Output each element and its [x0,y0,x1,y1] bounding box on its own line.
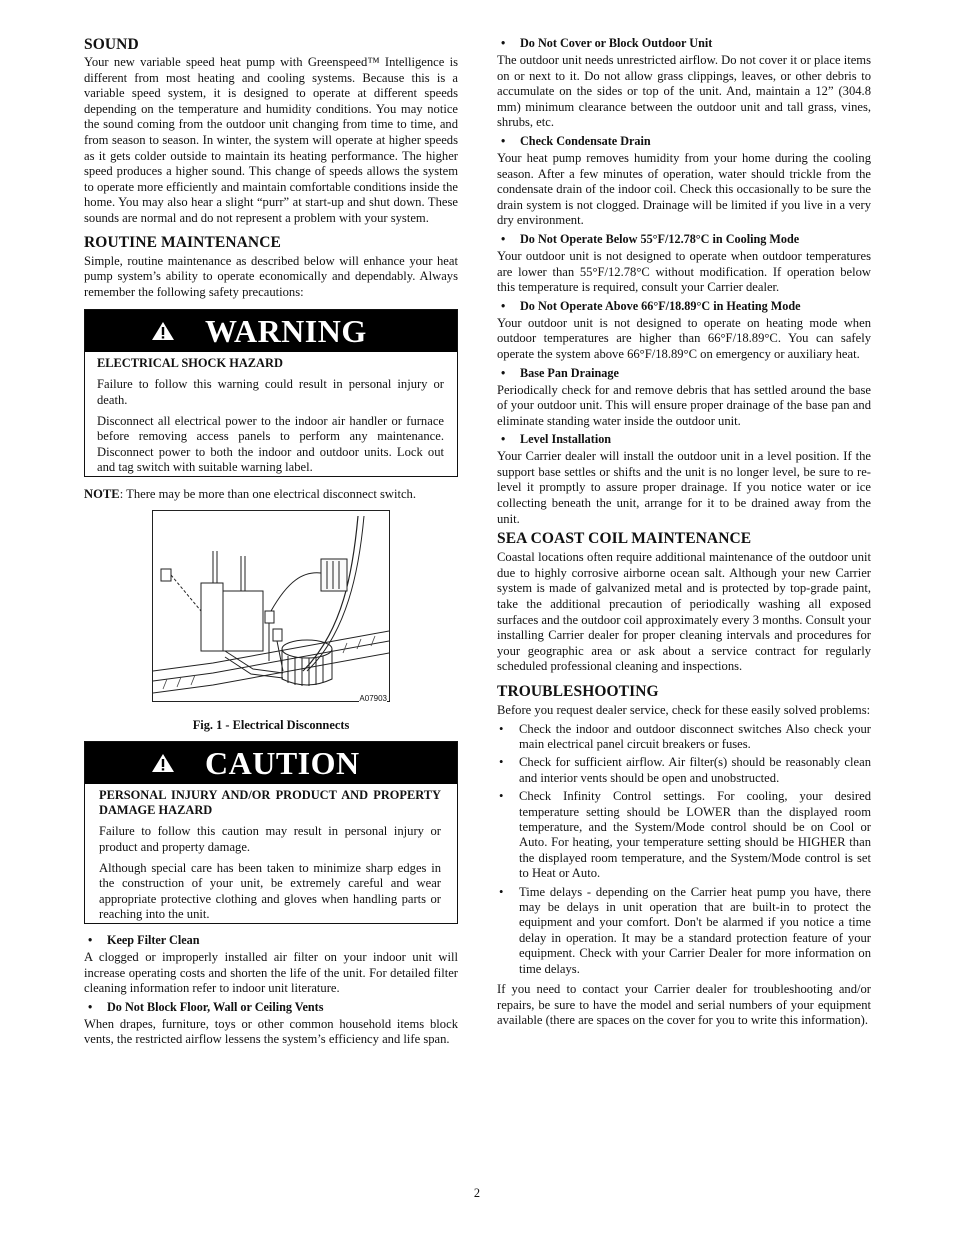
page-number: 2 [473,1186,481,1200]
keep-filter-clean-body: A clogged or improperly installed air filter on your indoor unit will increase operating costs and shorten the life of the unit. For detailed filter cleaning information refer to indoor unit literature. [84,950,458,996]
caution-hazard: PERSONAL INJURY AND/OR PRODUCT AND PROPERTY DAMAGE HAZARD [99,788,441,818]
note-label: NOTE [84,486,120,501]
bullet-icon: • [88,999,93,1014]
bullet-icon: • [501,432,506,447]
sea-coast-body: Coastal locations often require additional maintenance of the outdoor unit due to highly corrosive airborne ocean salt. Although your new Carrier system is made of galvanized metal and is protected by top-grade paint, take the additional precaution of periodically washing all exposed surfaces and the outdoor coil approximately every 3 months. Consult your installing Carrier dealer for proper cleaning intervals and procedures for your geographic area or ask about a service contract for regularly scheduled professional cleaning and inspections. [497,550,871,674]
bullet-icon: • [88,933,93,948]
caution-p1: Failure to follow this caution may result in personal injury or product and property damage. [99,824,441,855]
list-item: • Time delays - depending on the Carrier heat pump you have, there may be delays in unit operation that are built-in to protect the equipment and your comfort. Don't be alarmed if you notice a time delay in operation. It may be a standard protection feature of your equipment. Check with your Carrier Dealer for more information on time delays. [499,884,871,976]
bullet-icon: • [501,298,506,313]
bullet-icon: • [499,789,504,804]
sea-coast-heading: SEA COAST COIL MAINTENANCE [497,530,752,548]
electrical-disconnects-figure [152,510,390,702]
caution-box [84,741,458,924]
list-item: • Check the indoor and outdoor disconnect switches Also check your main electrical panel circuit breakers or fuses. [499,721,871,751]
bullet-icon: • [499,884,504,899]
caution-p2: Although special care has been taken to minimize sharp edges in the construction of your unit, be extremely careful and wear appropriate protective clothing and gloves when handling parts or reaching into the unit. [99,860,441,922]
base-pan-heading: • Base Pan Drainage [501,365,619,380]
note [84,487,458,503]
caution-banner [85,742,457,784]
warning-p2: Disconnect all electrical power to the indoor air handler or furnace before removing access panels to perform any maintenance. Disconnect power to both the indoor and outdoor units. Lock out and tag switch with suitable warning label. [97,413,444,475]
list-item: • Check for sufficient airflow. Air filter(s) should be reasonably clean and interior vents should be open and unobstructed. [499,755,871,785]
list-item: • Check Infinity Control settings. For cooling, your desired temperature setting should be LOWER than the displayed room temperature, and the System/Mode control should be on Cool or Auto. For heating, your temperature setting should be HIGHER than the displayed room temperature, and the System/Mode control is set to Heat or Auto. [499,789,871,881]
troubleshooting-heading: TROUBLESHOOTING [497,683,659,700]
bullet-icon: • [499,755,504,770]
warning-p1: Failure to follow this warning could result in personal injury or death. [97,377,444,407]
left-column [84,36,458,1048]
note-text: : There may be more than one electrical disconnect switch. [119,486,417,501]
condensate-drain-body: Your heat pump removes humidity from your home during the cooling season. After a few minutes of operation, water should trickle from the condensate drain of the indoor coil. Check this occasionally to be sure the drain system is not clogged. Drainage will be limited if you live in a very dry environment. [497,150,871,228]
base-pan-body: Periodically check for and remove debris that has settled around the base of your outdoor unit. This will ensure proper drainage of the base pan and eliminate standing water inside the outdoor unit. [497,382,871,428]
warning-triangle-icon [151,321,175,341]
right-column [497,36,871,1029]
bullet-icon: • [501,36,506,50]
routine-maintenance-heading: ROUTINE MAINTENANCE [84,233,281,251]
routine-maintenance-body: Simple, routine maintenance as described below will enhance your heat pump system’s ability to operate economically and dependably. Always remember the following safety precautions: [84,253,458,299]
heating-mode-heading: • Do Not Operate Above 66°F/18.89°C in Heating Mode [501,298,801,313]
warning-hazard: ELECTRICAL SHOCK HAZARD [97,356,283,371]
vents-heading: • Do Not Block Floor, Wall or Ceiling Vents [88,999,324,1014]
sound-heading: SOUND [84,36,139,53]
bullet-icon: • [501,231,506,246]
outdoor-unit-heading: • Do Not Cover or Block Outdoor Unit [501,36,713,50]
figure-code: A07903 [359,694,387,704]
warning-title: WARNING [205,312,367,349]
outdoor-unit-body: The outdoor unit needs unrestricted airflow. Do not cover it or place items on or next to it. Do not allow grass clippings, leaves, or other debris to accumulate on the sides or top of the unit. And, maintain a 12” (304.8 mm) minimum clearance between the outdoor unit and tall grass, vines, shrubs, etc. [497,53,871,130]
figure-caption: Fig. 1 - Electrical Disconnects [192,718,350,733]
cooling-mode-heading: • Do Not Operate Below 55°F/12.78°C in Cooling Mode [501,231,800,246]
troubleshooting-closing: If you need to contact your Carrier dealer for troubleshooting and/or repairs, be sure to have the model and serial numbers of your equipment available (there are spaces on the cover for you to write this information). [497,982,871,1028]
heating-mode-body: Your outdoor unit is not designed to operate on heating mode when outdoor temperatures are higher than 66°F/18.89°C. You can safely operate the system above 66°F/18.89°C on emergency or auxiliary heat. [497,315,871,361]
troubleshooting-intro: Before you request dealer service, check for these easily solved problems: [497,703,871,717]
bullet-icon: • [499,721,504,736]
house-illustration [153,511,389,704]
level-installation-body: Your Carrier dealer will install the outdoor unit in a level position. If the support base settles or shifts and the unit is no longer level, be sure to re-level it promptly to assure proper drainage. If you notice water or ice collecting beneath the unit, arrange for it to be drained away from the unit. [497,449,871,526]
cooling-mode-body: Your outdoor unit is not designed to operate when outdoor temperatures are lower than 55°F/12.78°C without modification. If operation below this temperature is required, consult your Carrier dealer. [497,248,871,295]
vents-body: When drapes, furniture, toys or other common household items block vents, the restricted airflow lessens the system’s efficiency and life span. [84,1016,458,1047]
bullet-icon: • [501,365,506,380]
level-installation-heading: • Level Installation [501,432,612,447]
troubleshooting-list [497,722,871,978]
caution-title: CAUTION [205,744,360,781]
condensate-drain-heading: • Check Condensate Drain [501,133,651,148]
warning-banner [85,310,457,352]
warning-box [84,309,458,477]
bullet-icon: • [501,133,506,148]
keep-filter-clean-heading: • Keep Filter Clean [88,933,200,948]
sound-body: Your new variable speed heat pump with Greenspeed™ Intelligence is different from most heating and cooling systems. Because this is a variable speed system, it is designed to operate at different speeds depending on the temperature and humidity conditions. You may notice the sound coming from the outdoor unit changing from time to time, and from season to season. In winter, the system will operate at higher speeds as it gets colder outside to maintain its heating performance. The higher speed produces a higher sound. This change of speeds allows the system to operate more efficiently and maintain comfortable conditions inside the home. You may also hear a slight “purr” at start-up and shut down. These sounds are normal and do not represent a problem with your system. [84,55,458,225]
caution-triangle-icon [151,753,175,773]
